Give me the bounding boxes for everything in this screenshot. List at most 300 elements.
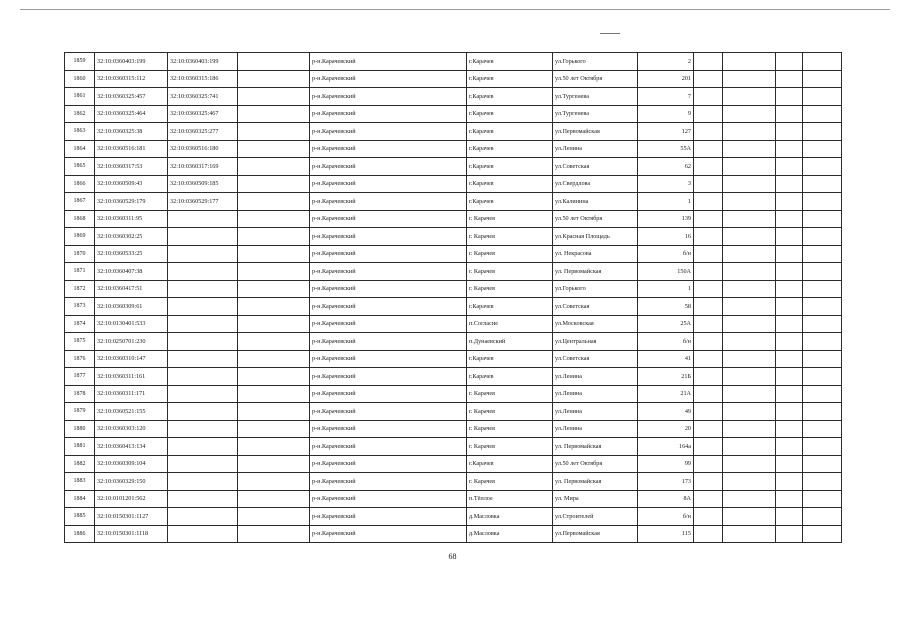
empty-cell xyxy=(238,245,310,263)
empty-cell xyxy=(803,350,842,368)
cadastral-number: 32:10:0360533:25 xyxy=(95,245,168,263)
empty-cell xyxy=(803,368,842,386)
land-cadastral-number xyxy=(168,245,238,263)
street-cell: ул.50 лет Октября xyxy=(553,210,638,228)
cadastral-number: 32:10:0360529:179 xyxy=(95,193,168,211)
row-number: 1866 xyxy=(65,175,95,193)
empty-cell xyxy=(238,175,310,193)
empty-cell xyxy=(776,53,803,71)
empty-cell xyxy=(803,175,842,193)
street-cell: ул.Горького xyxy=(553,53,638,71)
street-cell: ул.Советская xyxy=(553,298,638,316)
locality-cell: д.Масловка xyxy=(467,508,553,526)
empty-cell xyxy=(776,420,803,438)
locality-cell: г.Карачев xyxy=(467,455,553,473)
row-number: 1864 xyxy=(65,140,95,158)
land-cadastral-number: 32:10:0360325:741 xyxy=(168,88,238,106)
empty-cell xyxy=(238,508,310,526)
empty-cell xyxy=(238,350,310,368)
street-cell: ул.Горького xyxy=(553,280,638,298)
cadastral-number: 32:10:0360311:95 xyxy=(95,210,168,228)
empty-cell xyxy=(803,158,842,176)
house-number-cell: б/н xyxy=(638,508,694,526)
street-cell: ул. Первомайская xyxy=(553,263,638,281)
cadastral-number: 32:10:0360417:51 xyxy=(95,280,168,298)
house-number-cell: 3 xyxy=(638,175,694,193)
house-number-cell: 25А xyxy=(638,315,694,333)
empty-cell xyxy=(776,193,803,211)
land-cadastral-number: 32:10:0360516:180 xyxy=(168,140,238,158)
empty-cell xyxy=(694,280,723,298)
land-cadastral-number xyxy=(168,280,238,298)
empty-cell xyxy=(776,70,803,88)
empty-cell xyxy=(723,193,776,211)
district-cell: р-н.Карачевский xyxy=(310,263,467,281)
land-cadastral-number: 32:10:0360325:467 xyxy=(168,105,238,123)
empty-cell xyxy=(803,420,842,438)
empty-cell xyxy=(238,525,310,543)
empty-cell xyxy=(776,228,803,246)
house-number-cell: 16 xyxy=(638,228,694,246)
cadastral-number: 32:10:0360325:457 xyxy=(95,88,168,106)
empty-cell xyxy=(694,315,723,333)
street-cell: ул.Ленина xyxy=(553,385,638,403)
empty-cell xyxy=(694,228,723,246)
row-number: 1869 xyxy=(65,228,95,246)
street-cell: ул.Тургенева xyxy=(553,105,638,123)
land-cadastral-number xyxy=(168,403,238,421)
empty-cell xyxy=(776,315,803,333)
district-cell: р-н.Карачевский xyxy=(310,245,467,263)
street-cell: ул.Центральная xyxy=(553,333,638,351)
street-cell: ул.Строителей xyxy=(553,508,638,526)
empty-cell xyxy=(723,175,776,193)
empty-cell xyxy=(776,438,803,456)
street-cell: ул.50 лет Октября xyxy=(553,70,638,88)
empty-cell xyxy=(694,525,723,543)
empty-cell xyxy=(694,175,723,193)
empty-cell xyxy=(694,490,723,508)
empty-cell xyxy=(723,298,776,316)
house-number-cell: 164а xyxy=(638,438,694,456)
empty-cell xyxy=(723,88,776,106)
house-number-cell: 58 xyxy=(638,298,694,316)
district-cell: р-н.Карачевский xyxy=(310,105,467,123)
empty-cell xyxy=(238,298,310,316)
street-cell: ул.Московская xyxy=(553,315,638,333)
table-row xyxy=(65,228,842,246)
table-row xyxy=(65,88,842,106)
street-cell: ул.Ленина xyxy=(553,403,638,421)
cadastral-number: 32:10:0360403:199 xyxy=(95,53,168,71)
empty-cell xyxy=(694,70,723,88)
table-row xyxy=(65,105,842,123)
table-row xyxy=(65,403,842,421)
empty-cell xyxy=(238,315,310,333)
row-number: 1880 xyxy=(65,420,95,438)
land-cadastral-number xyxy=(168,525,238,543)
empty-cell xyxy=(238,280,310,298)
cadastral-number: 32:10:0360413:134 xyxy=(95,438,168,456)
empty-cell xyxy=(803,263,842,281)
empty-cell xyxy=(238,403,310,421)
empty-cell xyxy=(776,123,803,141)
cadastral-number: 32:10:0360325:38 xyxy=(95,123,168,141)
cadastral-number: 32:10:0130401:533 xyxy=(95,315,168,333)
empty-cell xyxy=(803,70,842,88)
land-cadastral-number: 32:10:0360529:177 xyxy=(168,193,238,211)
house-number-cell: 49 xyxy=(638,403,694,421)
district-cell: р-н.Карачевский xyxy=(310,123,467,141)
district-cell: р-н.Карачевский xyxy=(310,525,467,543)
locality-cell: г.Карачев xyxy=(467,368,553,386)
cadastral-number: 32:10:0150301:1127 xyxy=(95,508,168,526)
row-number: 1879 xyxy=(65,403,95,421)
empty-cell xyxy=(694,473,723,491)
house-number-cell: 41 xyxy=(638,350,694,368)
land-cadastral-number xyxy=(168,420,238,438)
empty-cell xyxy=(776,298,803,316)
table-row xyxy=(65,123,842,141)
cadastral-number: 32:10:0360317:53 xyxy=(95,158,168,176)
empty-cell xyxy=(723,490,776,508)
empty-cell xyxy=(803,315,842,333)
empty-cell xyxy=(803,245,842,263)
row-number: 1875 xyxy=(65,333,95,351)
house-number-cell: 127 xyxy=(638,123,694,141)
empty-cell xyxy=(694,105,723,123)
empty-cell xyxy=(776,245,803,263)
empty-cell xyxy=(694,53,723,71)
empty-cell xyxy=(776,210,803,228)
empty-cell xyxy=(723,368,776,386)
table-row xyxy=(65,508,842,526)
row-number: 1877 xyxy=(65,368,95,386)
row-number: 1872 xyxy=(65,280,95,298)
empty-cell xyxy=(694,438,723,456)
empty-cell xyxy=(723,53,776,71)
land-cadastral-number xyxy=(168,298,238,316)
house-number-cell: 99 xyxy=(638,455,694,473)
row-number: 1882 xyxy=(65,455,95,473)
district-cell: р-н.Карачевский xyxy=(310,280,467,298)
row-number: 1867 xyxy=(65,193,95,211)
cadastral-number: 32:10:0360310:147 xyxy=(95,350,168,368)
empty-cell xyxy=(803,193,842,211)
street-cell: ул. Некрасова xyxy=(553,245,638,263)
empty-cell xyxy=(723,438,776,456)
empty-cell xyxy=(694,368,723,386)
empty-cell xyxy=(803,228,842,246)
house-number-cell: 1 xyxy=(638,193,694,211)
locality-cell: г.Карачев xyxy=(467,70,553,88)
empty-cell xyxy=(694,193,723,211)
cadastral-number: 32:10:0360516:181 xyxy=(95,140,168,158)
row-number: 1860 xyxy=(65,70,95,88)
cadastral-number: 32:10:0360521:155 xyxy=(95,403,168,421)
table-row xyxy=(65,140,842,158)
table-row xyxy=(65,280,842,298)
district-cell: р-н.Карачевский xyxy=(310,420,467,438)
empty-cell xyxy=(803,455,842,473)
locality-cell: г. Карачев xyxy=(467,385,553,403)
empty-cell xyxy=(723,350,776,368)
table-row xyxy=(65,193,842,211)
cadastral-number: 32:10:0360311:161 xyxy=(95,368,168,386)
district-cell: р-н.Карачевский xyxy=(310,228,467,246)
street-cell: ул.Красная Площадь xyxy=(553,228,638,246)
row-number: 1868 xyxy=(65,210,95,228)
locality-cell: г. Карачев xyxy=(467,280,553,298)
land-cadastral-number xyxy=(168,315,238,333)
row-number: 1865 xyxy=(65,158,95,176)
table-row xyxy=(65,210,842,228)
row-number: 1874 xyxy=(65,315,95,333)
empty-cell xyxy=(238,385,310,403)
empty-cell xyxy=(694,385,723,403)
house-number-cell: 21Б xyxy=(638,368,694,386)
empty-cell xyxy=(723,70,776,88)
empty-cell xyxy=(723,123,776,141)
empty-cell xyxy=(694,88,723,106)
cadastral-number: 32:10:0360303:120 xyxy=(95,420,168,438)
district-cell: р-н.Карачевский xyxy=(310,210,467,228)
street-cell: ул.Ленина xyxy=(553,420,638,438)
empty-cell xyxy=(694,210,723,228)
scan-mark xyxy=(600,33,620,34)
page-number: 68 xyxy=(448,552,457,561)
house-number-cell: 2 xyxy=(638,53,694,71)
locality-cell: г. Карачев xyxy=(467,420,553,438)
table-row xyxy=(65,263,842,281)
row-number: 1862 xyxy=(65,105,95,123)
empty-cell xyxy=(803,333,842,351)
district-cell: р-н.Карачевский xyxy=(310,298,467,316)
cadastral-number: 32:10:0360407:38 xyxy=(95,263,168,281)
empty-cell xyxy=(238,455,310,473)
land-cadastral-number xyxy=(168,438,238,456)
empty-cell xyxy=(803,508,842,526)
cadastral-number: 32:10:0360329:150 xyxy=(95,473,168,491)
table-row xyxy=(65,350,842,368)
empty-cell xyxy=(803,88,842,106)
table-row xyxy=(65,70,842,88)
house-number-cell: 55А xyxy=(638,140,694,158)
house-number-cell: 201 xyxy=(638,70,694,88)
empty-cell xyxy=(723,315,776,333)
land-cadastral-number xyxy=(168,228,238,246)
house-number-cell: 9 xyxy=(638,105,694,123)
row-number: 1871 xyxy=(65,263,95,281)
cadastral-number: 32:10:0250701:230 xyxy=(95,333,168,351)
district-cell: р-н.Карачевский xyxy=(310,455,467,473)
row-number: 1884 xyxy=(65,490,95,508)
empty-cell xyxy=(776,333,803,351)
district-cell: р-н.Карачевский xyxy=(310,368,467,386)
empty-cell xyxy=(776,263,803,281)
district-cell: р-н.Карачевский xyxy=(310,53,467,71)
property-register-table xyxy=(64,52,842,543)
street-cell: ул.Советская xyxy=(553,350,638,368)
empty-cell xyxy=(694,298,723,316)
row-number: 1870 xyxy=(65,245,95,263)
cadastral-number: 32:10:0360302:25 xyxy=(95,228,168,246)
district-cell: р-н.Карачевский xyxy=(310,175,467,193)
house-number-cell: 21А xyxy=(638,385,694,403)
empty-cell xyxy=(803,53,842,71)
locality-cell: г. Карачев xyxy=(467,403,553,421)
district-cell: р-н.Карачевский xyxy=(310,385,467,403)
table-row xyxy=(65,175,842,193)
table-row xyxy=(65,315,842,333)
land-cadastral-number: 32:10:0360317:169 xyxy=(168,158,238,176)
empty-cell xyxy=(803,298,842,316)
empty-cell xyxy=(238,140,310,158)
locality-cell: г.Карачев xyxy=(467,53,553,71)
empty-cell xyxy=(803,123,842,141)
house-number-cell: 8А xyxy=(638,490,694,508)
empty-cell xyxy=(723,508,776,526)
empty-cell xyxy=(803,525,842,543)
row-number: 1876 xyxy=(65,350,95,368)
land-cadastral-number xyxy=(168,263,238,281)
empty-cell xyxy=(723,210,776,228)
empty-cell xyxy=(803,105,842,123)
empty-cell xyxy=(238,210,310,228)
table-row xyxy=(65,473,842,491)
district-cell: р-н.Карачевский xyxy=(310,315,467,333)
empty-cell xyxy=(723,263,776,281)
land-cadastral-number xyxy=(168,490,238,508)
locality-cell: г.Карачев xyxy=(467,88,553,106)
row-number: 1883 xyxy=(65,473,95,491)
empty-cell xyxy=(776,105,803,123)
table-row xyxy=(65,158,842,176)
locality-cell: г.Карачев xyxy=(467,158,553,176)
street-cell: ул.Первомайская xyxy=(553,123,638,141)
empty-cell xyxy=(238,53,310,71)
empty-cell xyxy=(238,473,310,491)
table-row xyxy=(65,490,842,508)
empty-cell xyxy=(723,280,776,298)
cadastral-number: 32:10:0360325:464 xyxy=(95,105,168,123)
empty-cell xyxy=(238,490,310,508)
house-number-cell: б/н xyxy=(638,333,694,351)
empty-cell xyxy=(776,368,803,386)
street-cell: ул.Тургенева xyxy=(553,88,638,106)
land-cadastral-number: 32:10:0360403:199 xyxy=(168,53,238,71)
locality-cell: г. Карачев xyxy=(467,228,553,246)
street-cell: ул.Советская xyxy=(553,158,638,176)
land-cadastral-number: 32:10:0360509:185 xyxy=(168,175,238,193)
empty-cell xyxy=(723,245,776,263)
empty-cell xyxy=(776,158,803,176)
house-number-cell: 62 xyxy=(638,158,694,176)
empty-cell xyxy=(238,193,310,211)
land-cadastral-number xyxy=(168,350,238,368)
table-row xyxy=(65,385,842,403)
row-number: 1878 xyxy=(65,385,95,403)
empty-cell xyxy=(723,385,776,403)
land-cadastral-number: 32:10:0360325:277 xyxy=(168,123,238,141)
land-cadastral-number xyxy=(168,473,238,491)
district-cell: р-н.Карачевский xyxy=(310,403,467,421)
cadastral-number: 32:10:0360509:43 xyxy=(95,175,168,193)
empty-cell xyxy=(694,245,723,263)
locality-cell: г.Карачев xyxy=(467,123,553,141)
table-row xyxy=(65,438,842,456)
row-number: 1859 xyxy=(65,53,95,71)
table-row xyxy=(65,368,842,386)
empty-cell xyxy=(803,280,842,298)
locality-cell: п.Дунаевский xyxy=(467,333,553,351)
district-cell: р-н.Карачевский xyxy=(310,140,467,158)
street-cell: ул. Мира xyxy=(553,490,638,508)
empty-cell xyxy=(803,385,842,403)
street-cell: ул.Свердлова xyxy=(553,175,638,193)
empty-cell xyxy=(694,333,723,351)
locality-cell: г. Карачев xyxy=(467,210,553,228)
locality-cell: г. Карачев xyxy=(467,473,553,491)
locality-cell: п.Согласие xyxy=(467,315,553,333)
empty-cell xyxy=(803,210,842,228)
district-cell: р-н.Карачевский xyxy=(310,473,467,491)
empty-cell xyxy=(723,158,776,176)
empty-cell xyxy=(723,473,776,491)
empty-cell xyxy=(723,228,776,246)
empty-cell xyxy=(238,368,310,386)
street-cell: ул. Первомайская xyxy=(553,473,638,491)
locality-cell: г.Карачев xyxy=(467,105,553,123)
locality-cell: г. Карачев xyxy=(467,263,553,281)
table-row xyxy=(65,245,842,263)
district-cell: р-н.Карачевский xyxy=(310,193,467,211)
empty-cell xyxy=(694,455,723,473)
empty-cell xyxy=(694,158,723,176)
empty-cell xyxy=(694,123,723,141)
street-cell: ул. Первомайская xyxy=(553,438,638,456)
row-number: 1886 xyxy=(65,525,95,543)
empty-cell xyxy=(694,140,723,158)
locality-cell: г.Карачев xyxy=(467,298,553,316)
empty-cell xyxy=(723,333,776,351)
empty-cell xyxy=(776,490,803,508)
table-row xyxy=(65,420,842,438)
district-cell: р-н.Карачевский xyxy=(310,508,467,526)
land-cadastral-number xyxy=(168,455,238,473)
locality-cell: п.Тёплое xyxy=(467,490,553,508)
row-number: 1863 xyxy=(65,123,95,141)
land-cadastral-number xyxy=(168,385,238,403)
street-cell: ул.Ленина xyxy=(553,368,638,386)
cadastral-number: 32:10:0360309:104 xyxy=(95,455,168,473)
empty-cell xyxy=(776,385,803,403)
empty-cell xyxy=(776,473,803,491)
street-cell: ул.50 лет Октября xyxy=(553,455,638,473)
empty-cell xyxy=(723,420,776,438)
empty-cell xyxy=(238,333,310,351)
house-number-cell: 115 xyxy=(638,525,694,543)
cadastral-number: 32:10:0360315:112 xyxy=(95,70,168,88)
house-number-cell: 173 xyxy=(638,473,694,491)
empty-cell xyxy=(238,70,310,88)
empty-cell xyxy=(694,403,723,421)
empty-cell xyxy=(803,473,842,491)
district-cell: р-н.Карачевский xyxy=(310,88,467,106)
district-cell: р-н.Карачевский xyxy=(310,490,467,508)
empty-cell xyxy=(776,350,803,368)
empty-cell xyxy=(238,158,310,176)
